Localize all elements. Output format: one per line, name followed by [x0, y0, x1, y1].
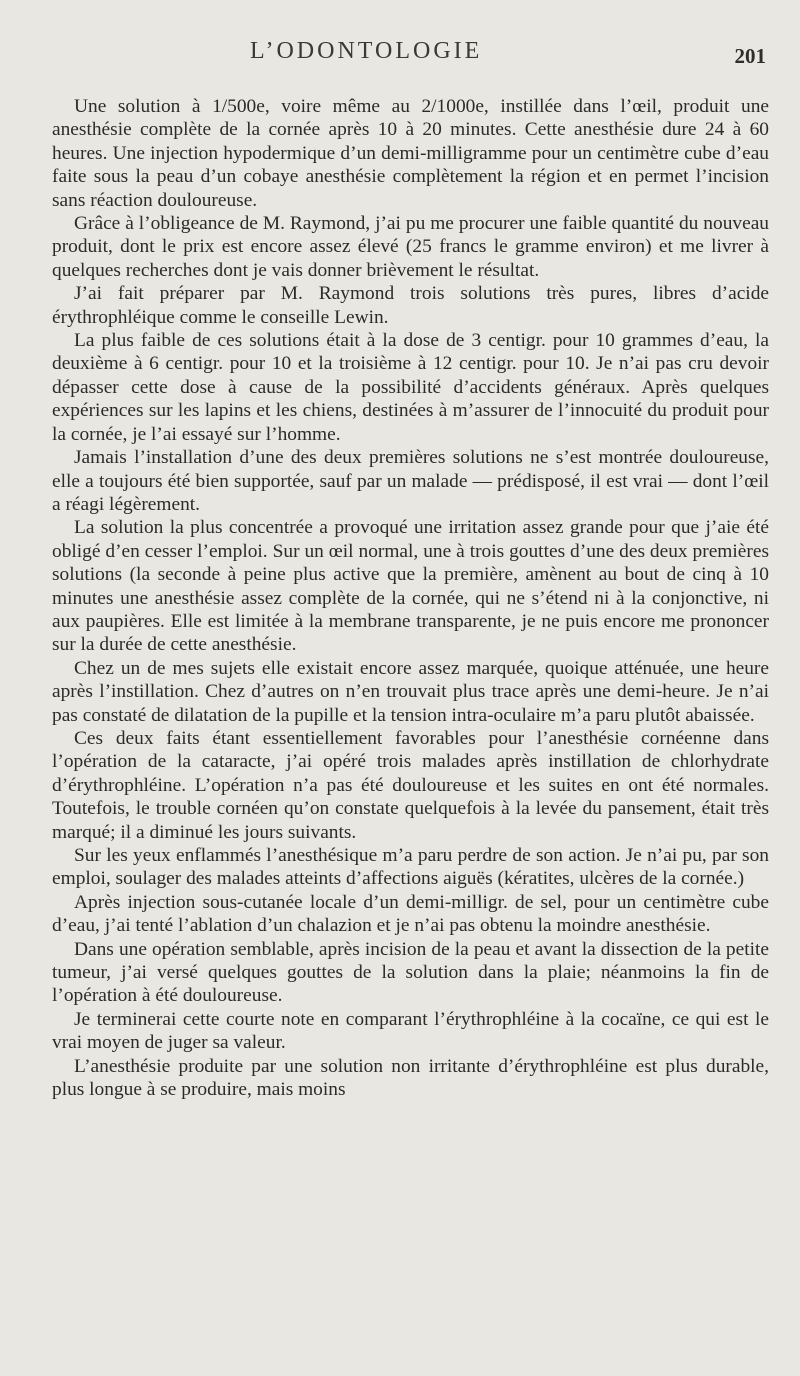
paragraph: Sur les yeux enflammés l’anesthésique m’a paru perdre de son action. Je n’ai pu, par son emploi, soulager des malades atteints d’affections aiguës (kératites, ulcères de la cornée.) [52, 845, 769, 890]
page-number: 201 [734, 44, 766, 68]
paragraph: Une solution à 1/500e, voire même au 2/1000e, instillée dans l’œil, produit une anesthésie complète de la cornée après 10 à 20 minutes. Cette anesthésie dure 24 à 60 heures. Une injection hypodermique d’un demi-milligramme pour un centimètre cube d’eau faite sous la peau d’un cobaye anesthésie complètement la région et en permet l’incision sans réaction douloureuse. [52, 96, 769, 211]
journal-title: L’ODONTOLOGIE [250, 38, 483, 64]
paragraph: La solution la plus concentrée a provoqué une irritation assez grande pour que j’aie été obligé d’en cesser l’emploi. Sur un œil normal, une à trois gouttes d’une des deux premières solutions (la seconde à peine plus active que la première, amènent au bout de cinq à 10 minutes une anesthésie assez complète de la cornée, qui ne s’étend ni à la conjonctive, ni aux paupières. Elle est limitée à la membrane transparente, je ne puis encore me prononcer sur la durée de cette anesthésie. [52, 517, 769, 656]
paragraph: Ces deux faits étant essentiellement favorables pour l’anesthésie cornéenne dans l’opération de la cataracte, j’ai opéré trois malades après instillation de chlorhydrate d’érythrophléine. L’opération n’a pas été douloureuse et les suites en ont été normales. Toutefois, le trouble cornéen qu’on constate quelquefois à la levée du pansement, était très marqué; il a diminué les jours suivants. [52, 727, 769, 843]
paragraph: Après injection sous-cutanée locale d’un demi-milligr. de sel, pour un centimètre cube d’eau, j’ai tenté l’ablation d’un chalazion et je n’ai pas obtenu la moindre anesthésie. [52, 891, 769, 937]
paragraph: Grâce à l’obligeance de M. Raymond, j’ai pu me procurer une faible quantité du nouveau produit, dont le prix est encore assez élevé (25 francs le gramme environ) et me livrer à quelques recherches dont je vais donner brièvement le résultat. [52, 213, 769, 281]
paragraph: L’anesthésie produite par une solution non irritante d’érythrophléine est plus durable, plus longue à se produire, mais moins [52, 1055, 769, 1101]
paragraph: J’ai fait préparer par M. Raymond trois solutions très pures, libres d’acide érythrophléique comme le conseille Lewin. [52, 283, 769, 328]
paragraph: La plus faible de ces solutions était à la dose de 3 centigr. pour 10 grammes d’eau, la deuxième à 6 centigr. pour 10 et la troisième à 12 centigr. pour 10. Je n’ai pas cru devoir dépasser cette dose à cause de la possibilité d’accidents généraux. Après quelques expériences sur les lapins et les chiens, destinées à m’assurer de l’innocuité du produit pour la cornée, je l’ai essayé sur l’homme. [52, 330, 769, 445]
paragraph: Jamais l’installation d’une des deux premières solutions ne s’est montrée douloureuse, elle a toujours été bien supportée, sauf par un malade — prédisposé, il est vrai — dont l’œil a réagi légèrement. [52, 447, 769, 515]
paragraph: Chez un de mes sujets elle existait encore assez marquée, quoique atténuée, une heure après l’instillation. Chez d’autres on n’en trouvait plus trace après une demi-heure. Je n’ai pas constaté de dilatation de la pupille et la tension intra-oculaire m’a paru plutôt abaissée. [52, 657, 769, 726]
paragraph: Je terminerai cette courte note en comparant l’érythrophléine à la cocaïne, ce qui est le vrai moyen de juger sa valeur. [52, 1008, 769, 1054]
article-body [52, 95, 769, 1101]
running-header [0, 38, 800, 78]
paragraph: Dans une opération semblable, après incision de la peau et avant la dissection de la petite tumeur, j’ai versé quelques gouttes de la solution dans la plaie; néanmoins la fin de l’opération à été douloureuse. [52, 938, 769, 1007]
